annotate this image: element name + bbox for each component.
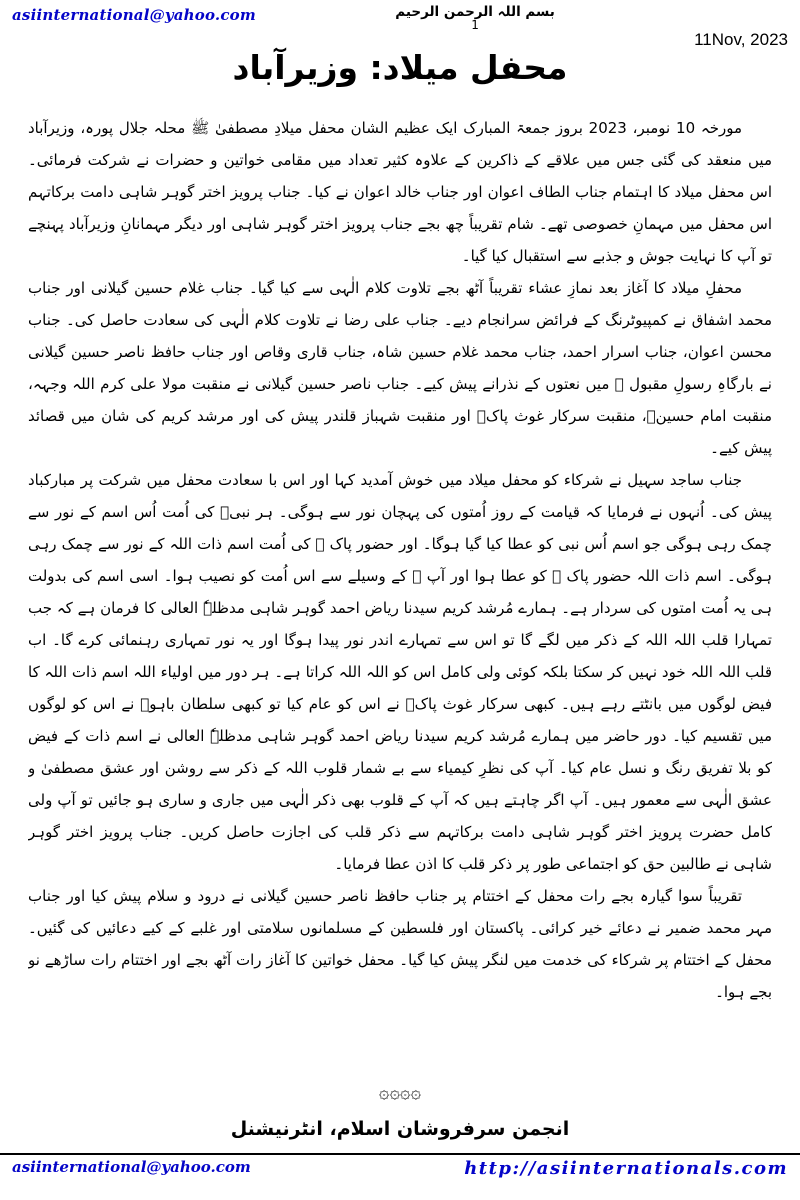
page-title: محفل میلاد: وزیرآباد (232, 48, 568, 87)
bismillah-block (395, 4, 555, 30)
header-email-link[interactable]: asiinternational@yahoo.com (12, 6, 256, 24)
end-ornament-stars: ۞۞۞۞ (378, 1082, 422, 1103)
footer-website-link[interactable]: http://asiinternationals.com (464, 1158, 788, 1179)
paragraph-2: محفلِ میلاد کا آغاز بعد نمازِ عشاء تقریباً آٹھ بجے تلاوت کلام الٰہی سے کیا گیا۔ جناب غلام حسین گیلانی اور جناب محمد اشفاق نے کمپیوٹرنگ کے فرائض سرانجام دیے۔ جناب علی رضا نے تلاوت کلام الٰہی کی سعادت حاصل کی۔ جناب محسن اعوان، جناب اسرار احمد، جناب محمد غلام حسین شاہ، جناب قاری وقاص اور جناب حافظ ناصر حسین گیلانی نے بارگاہِ رسولِ مقبول ﷺ میں نعتوں کے نذرانے پیش کیے۔ جناب ناصر حسین گیلانی نے منقبت مولا علی کرم اللہ وجہہ، منقبت امام حسینؑ، منقبت سرکار غوث پاکؒ اور منقبت شہباز قلندر پیش کی اور مرشد کریم کی شان میں قصائد پیش کیے۔ (28, 279, 772, 457)
footer-email-link[interactable]: asiinternational@yahoo.com (12, 1158, 251, 1176)
page-header (0, 4, 800, 50)
organization-name: انجمن سرفروشان اسلام، انٹرنیشنل (230, 1118, 570, 1140)
paragraph-3: جناب ساجد سہیل نے شرکاء کو محفل میلاد میں خوش آمدید کہا اور اس با سعادت محفل میں شرکت پر مبارکباد پیش کی۔ اُنہوں نے فرمایا کہ قیامت کے روز اُمتوں کی پہچان نور سے ہوگی۔ ہر نبیؑ کی اُمت اُس اسم کے نور سے چمک رہی ہوگی جو اسم اُس نبی کو عطا کیا گیا ہوگا۔ اور حضور پاک ﷺ کی اُمت اسم ذات اللہ کے نور سے چمک رہی ہوگی۔ اسم ذات اللہ حضور پاک ﷺ کو عطا ہوا اور آپ ﷺ کے وسیلے سے اس اُمت کو نصیب ہوا۔ اسی اسم کی بدولت ہی یہ اُمت امتوں کی سردار ہے۔ ہمارے مُرشد کریم سیدنا ریاض احمد گوہر شاہی مدظلہٗ العالی کا فرمان ہے کہ جب تمہارا قلب اللہ اللہ کے ذکر میں لگے گا تو اس سے تمہارے اندر نور پیدا ہوگا اور یہ نور تمہاری رہنمائی کرے گا۔ اب قلب اللہ اللہ خود نہیں کر سکتا بلکہ کوئی ولی کامل اس کو اللہ اللہ کراتا ہے۔ ہر دور میں اولیاء اللہ اسم ذات اللہ کا فیض لوگوں میں بانٹتے رہے ہیں۔ کبھی سرکار غوث پاکؒ نے اس کو عام کیا تو کبھی سلطان باہوؒ نے اس کو لوگوں میں تقسیم کیا۔ دور حاضر میں ہمارے مُرشد کریم سیدنا ریاض احمد گوہر شاہی مدظلہٗ العالی نے اسم ذات کے فیض کو بلا تفریق رنگ و نسل عام کیا۔ آپ کی نظرِ کیمیاء سے بے شمار قلوب اللہ کے ذکر سے روشن اور عشق مصطفیٰ و عشق الٰہی سے معمور ہیں۔ آپ اگر چاہتے ہیں کہ آپ کے قلوب بھی ذکر الٰہی میں جاری و ساری ہو جائیں تو آپ ولی کامل حضرت پرویز اختر گوہر شاہی دامت برکاتہم سے ذکر قلب کی اجازت حاصل کریں۔ جناب پرویز اختر گوہر شاہی نے طالبین حق کو اجتماعی طور پر ذکر قلب کا اذن عطا فرمایا۔ (28, 471, 772, 873)
paragraph-4: تقریباً سوا گیارہ بجے رات محفل کے اختتام پر جناب حافظ ناصر حسین گیلانی نے درود و سلام پیش کیا اور جناب مہر محمد ضمیر نے دعائے خیر کرائی۔ پاکستان اور فلسطین کے مسلمانوں سلامتی اور غلبے کے کیے دعائیں کی گئیں۔ محفل کے اختتام پر شرکاء کی خدمت میں لنگر پیش کیا گیا۔ محفل خواتین کا آغاز رات آٹھ بجے اور اختتام رات ساڑھے نو بجے ہوا۔ (28, 887, 772, 1001)
paragraph-1: مورخہ 10 نومبر، 2023 بروز جمعۃ المبارک ایک عظیم الشان محفل میلادِ مصطفیٰ ﷺ محلہ جلال پورہ، وزیرآباد میں منعقد کی گئی جس میں علاقے کے ذاکرین کے علاوہ کثیر تعداد میں مقامی خواتین و حضرات نے شرکت فرمائی۔ اس محفل میلاد کا اہتمام جناب الطاف اعوان اور جناب خالد اعوان نے کیا۔ جناب پرویز اختر گوہر شاہی دامت برکاتہم اس محفل میں مہمانِ خصوصی تھے۔ شام تقریباً چھ بجے جناب پرویز اختر گوہر شاہی اور دیگر مہمانانِ وزیرآباد پہنچے تو آپ کا نہایت جوش و جذبے سے استقبال کیا گیا۔ (28, 119, 772, 265)
document-date: 11Nov, 2023 (694, 30, 788, 49)
page-footer (0, 1153, 800, 1179)
page-number: 1 (471, 18, 479, 32)
article-body (28, 112, 772, 1074)
bismillah-text: بسم اللہ الرحمن الرحیم (395, 4, 555, 20)
